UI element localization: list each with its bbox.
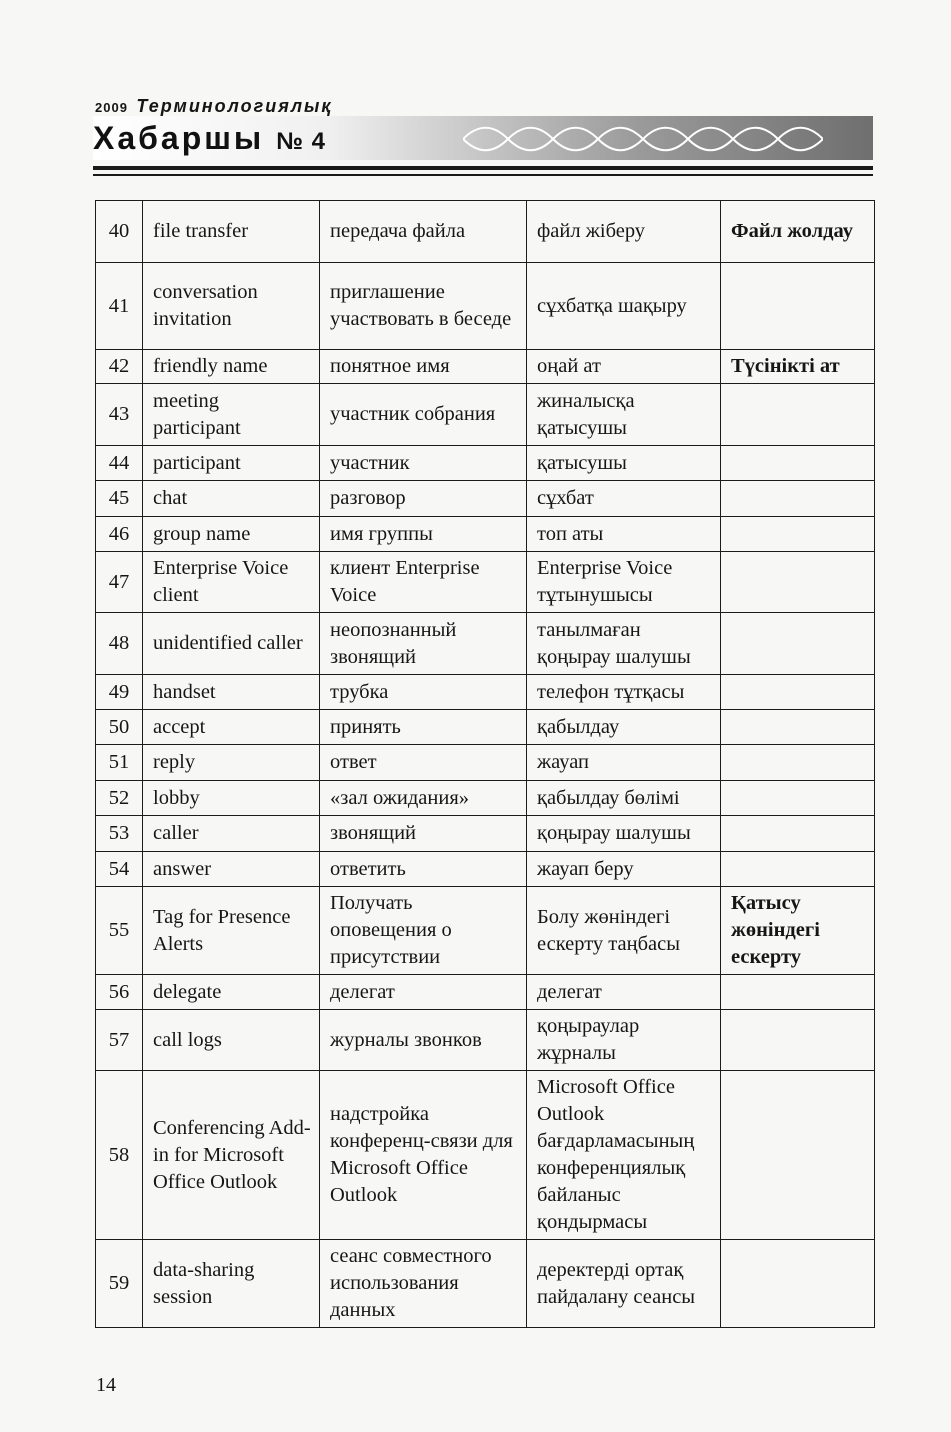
term-kazakh-alternative: Файл жолдау xyxy=(721,201,875,263)
term-russian: разговор xyxy=(320,481,527,517)
term-kazakh: Enterprise Voice тұтынушысы xyxy=(527,552,721,613)
term-kazakh: Болу жөніндегі ескерту таңбасы xyxy=(527,887,721,975)
header-rule-thin xyxy=(93,174,873,176)
term-russian: Получать оповещения о присутствии xyxy=(320,887,527,975)
row-number: 40 xyxy=(96,201,143,263)
term-kazakh-alternative xyxy=(721,613,875,675)
term-russian: ответ xyxy=(320,745,527,781)
term-english: data-sharing session xyxy=(143,1240,320,1328)
term-russian: делегат xyxy=(320,975,527,1010)
term-english: Conferencing Add-in for Microsoft Office Outlook xyxy=(143,1071,320,1240)
term-kazakh: сұхбатқа шақыру xyxy=(527,263,721,350)
term-russian: неопознанный звонящий xyxy=(320,613,527,675)
table-row xyxy=(96,517,875,552)
term-russian: принять xyxy=(320,710,527,745)
term-russian: ответить xyxy=(320,852,527,887)
term-english: chat xyxy=(143,481,320,517)
table-row xyxy=(96,350,875,384)
term-russian: журналы звонков xyxy=(320,1010,527,1071)
term-kazakh: файл жіберу xyxy=(527,201,721,263)
table-row xyxy=(96,975,875,1010)
row-number: 50 xyxy=(96,710,143,745)
table-row xyxy=(96,481,875,517)
journal-title-line xyxy=(93,120,326,157)
term-english: group name xyxy=(143,517,320,552)
term-english: lobby xyxy=(143,781,320,816)
term-kazakh-alternative xyxy=(721,1240,875,1328)
term-kazakh: танылмаған қоңырау шалушы xyxy=(527,613,721,675)
journal-year: 2009 xyxy=(95,100,128,115)
term-english: Enterprise Voice client xyxy=(143,552,320,613)
term-russian: «зал ожидания» xyxy=(320,781,527,816)
row-number: 53 xyxy=(96,816,143,852)
term-kazakh-alternative xyxy=(721,446,875,481)
term-russian: клиент Enterprise Voice xyxy=(320,552,527,613)
row-number: 44 xyxy=(96,446,143,481)
term-kazakh: жауап беру xyxy=(527,852,721,887)
term-kazakh: қоңыраулар жұрналы xyxy=(527,1010,721,1071)
row-number: 56 xyxy=(96,975,143,1010)
term-kazakh: оңай ат xyxy=(527,350,721,384)
term-kazakh-alternative xyxy=(721,710,875,745)
term-kazakh: қоңырау шалушы xyxy=(527,816,721,852)
row-number: 54 xyxy=(96,852,143,887)
term-english: caller xyxy=(143,816,320,852)
terms-table-body xyxy=(96,201,875,1328)
term-russian: звонящий xyxy=(320,816,527,852)
term-english: answer xyxy=(143,852,320,887)
table-row xyxy=(96,263,875,350)
row-number: 52 xyxy=(96,781,143,816)
term-kazakh-alternative xyxy=(721,781,875,816)
term-kazakh-alternative xyxy=(721,816,875,852)
row-number: 48 xyxy=(96,613,143,675)
term-kazakh: жиналысқа қатысушы xyxy=(527,384,721,446)
row-number: 47 xyxy=(96,552,143,613)
table-row xyxy=(96,384,875,446)
row-number: 55 xyxy=(96,887,143,975)
header-rule-thick xyxy=(93,166,873,170)
term-kazakh-alternative xyxy=(721,745,875,781)
term-english: accept xyxy=(143,710,320,745)
row-number: 41 xyxy=(96,263,143,350)
table-row xyxy=(96,1010,875,1071)
page-number: 14 xyxy=(96,1374,116,1396)
journal-series: Терминологиялық xyxy=(136,96,333,116)
term-kazakh-alternative xyxy=(721,481,875,517)
row-number: 45 xyxy=(96,481,143,517)
term-kazakh-alternative: Түсінікті ат xyxy=(721,350,875,384)
row-number: 58 xyxy=(96,1071,143,1240)
table-row xyxy=(96,1240,875,1328)
term-russian: приглашение участвовать в беседе xyxy=(320,263,527,350)
term-kazakh: сұхбат xyxy=(527,481,721,517)
term-kazakh: жауап xyxy=(527,745,721,781)
term-english: file transfer xyxy=(143,201,320,263)
term-english: call logs xyxy=(143,1010,320,1071)
term-english: delegate xyxy=(143,975,320,1010)
table-row xyxy=(96,675,875,710)
term-kazakh: телефон тұтқасы xyxy=(527,675,721,710)
term-kazakh-alternative xyxy=(721,852,875,887)
term-kazakh-alternative xyxy=(721,384,875,446)
term-russian: трубка xyxy=(320,675,527,710)
term-kazakh: топ аты xyxy=(527,517,721,552)
term-kazakh-alternative xyxy=(721,1071,875,1240)
journal-title: Хабаршы xyxy=(93,120,265,156)
term-russian: надстройка конференц-связи для Microsoft Office Outlook xyxy=(320,1071,527,1240)
term-english: reply xyxy=(143,745,320,781)
row-number: 42 xyxy=(96,350,143,384)
term-english: friendly name xyxy=(143,350,320,384)
term-kazakh: қатысушы xyxy=(527,446,721,481)
row-number: 43 xyxy=(96,384,143,446)
term-english: Tag for Presence Alerts xyxy=(143,887,320,975)
row-number: 46 xyxy=(96,517,143,552)
table-row xyxy=(96,745,875,781)
table-row xyxy=(96,446,875,481)
table-row xyxy=(96,613,875,675)
table-row xyxy=(96,816,875,852)
term-kazakh: қабылдау бөлімі xyxy=(527,781,721,816)
term-kazakh: делегат xyxy=(527,975,721,1010)
term-kazakh: деректерді ортақ пайдалану сеансы xyxy=(527,1240,721,1328)
term-russian: передача файла xyxy=(320,201,527,263)
term-kazakh: Microsoft Office Outlook бағдарламасының конференциялық байланыс қондырмасы xyxy=(527,1071,721,1240)
table-row xyxy=(96,710,875,745)
term-kazakh-alternative xyxy=(721,263,875,350)
row-number: 59 xyxy=(96,1240,143,1328)
table-row xyxy=(96,552,875,613)
term-kazakh-alternative: Қатысу жөніндегі ескерту xyxy=(721,887,875,975)
terms-table xyxy=(95,200,875,1328)
term-english: conversation invitation xyxy=(143,263,320,350)
table-row xyxy=(96,1071,875,1240)
term-russian: понятное имя xyxy=(320,350,527,384)
term-english: participant xyxy=(143,446,320,481)
journal-issue: № 4 xyxy=(276,128,327,155)
term-russian: участник собрания xyxy=(320,384,527,446)
term-kazakh-alternative xyxy=(721,1010,875,1071)
term-kazakh-alternative xyxy=(721,975,875,1010)
term-kazakh-alternative xyxy=(721,675,875,710)
row-number: 49 xyxy=(96,675,143,710)
row-number: 51 xyxy=(96,745,143,781)
term-english: unidentified caller xyxy=(143,613,320,675)
table-row xyxy=(96,887,875,975)
table-row xyxy=(96,852,875,887)
ornament-icon xyxy=(463,122,823,156)
table-row xyxy=(96,781,875,816)
row-number: 57 xyxy=(96,1010,143,1071)
table-row xyxy=(96,201,875,263)
term-russian: участник xyxy=(320,446,527,481)
term-english: meeting participant xyxy=(143,384,320,446)
page-header xyxy=(93,96,873,182)
term-english: handset xyxy=(143,675,320,710)
term-russian: имя группы xyxy=(320,517,527,552)
term-kazakh-alternative xyxy=(721,552,875,613)
journal-series-line xyxy=(95,96,333,117)
term-russian: сеанс совместного использования данных xyxy=(320,1240,527,1328)
term-kazakh-alternative xyxy=(721,517,875,552)
term-kazakh: қабылдау xyxy=(527,710,721,745)
